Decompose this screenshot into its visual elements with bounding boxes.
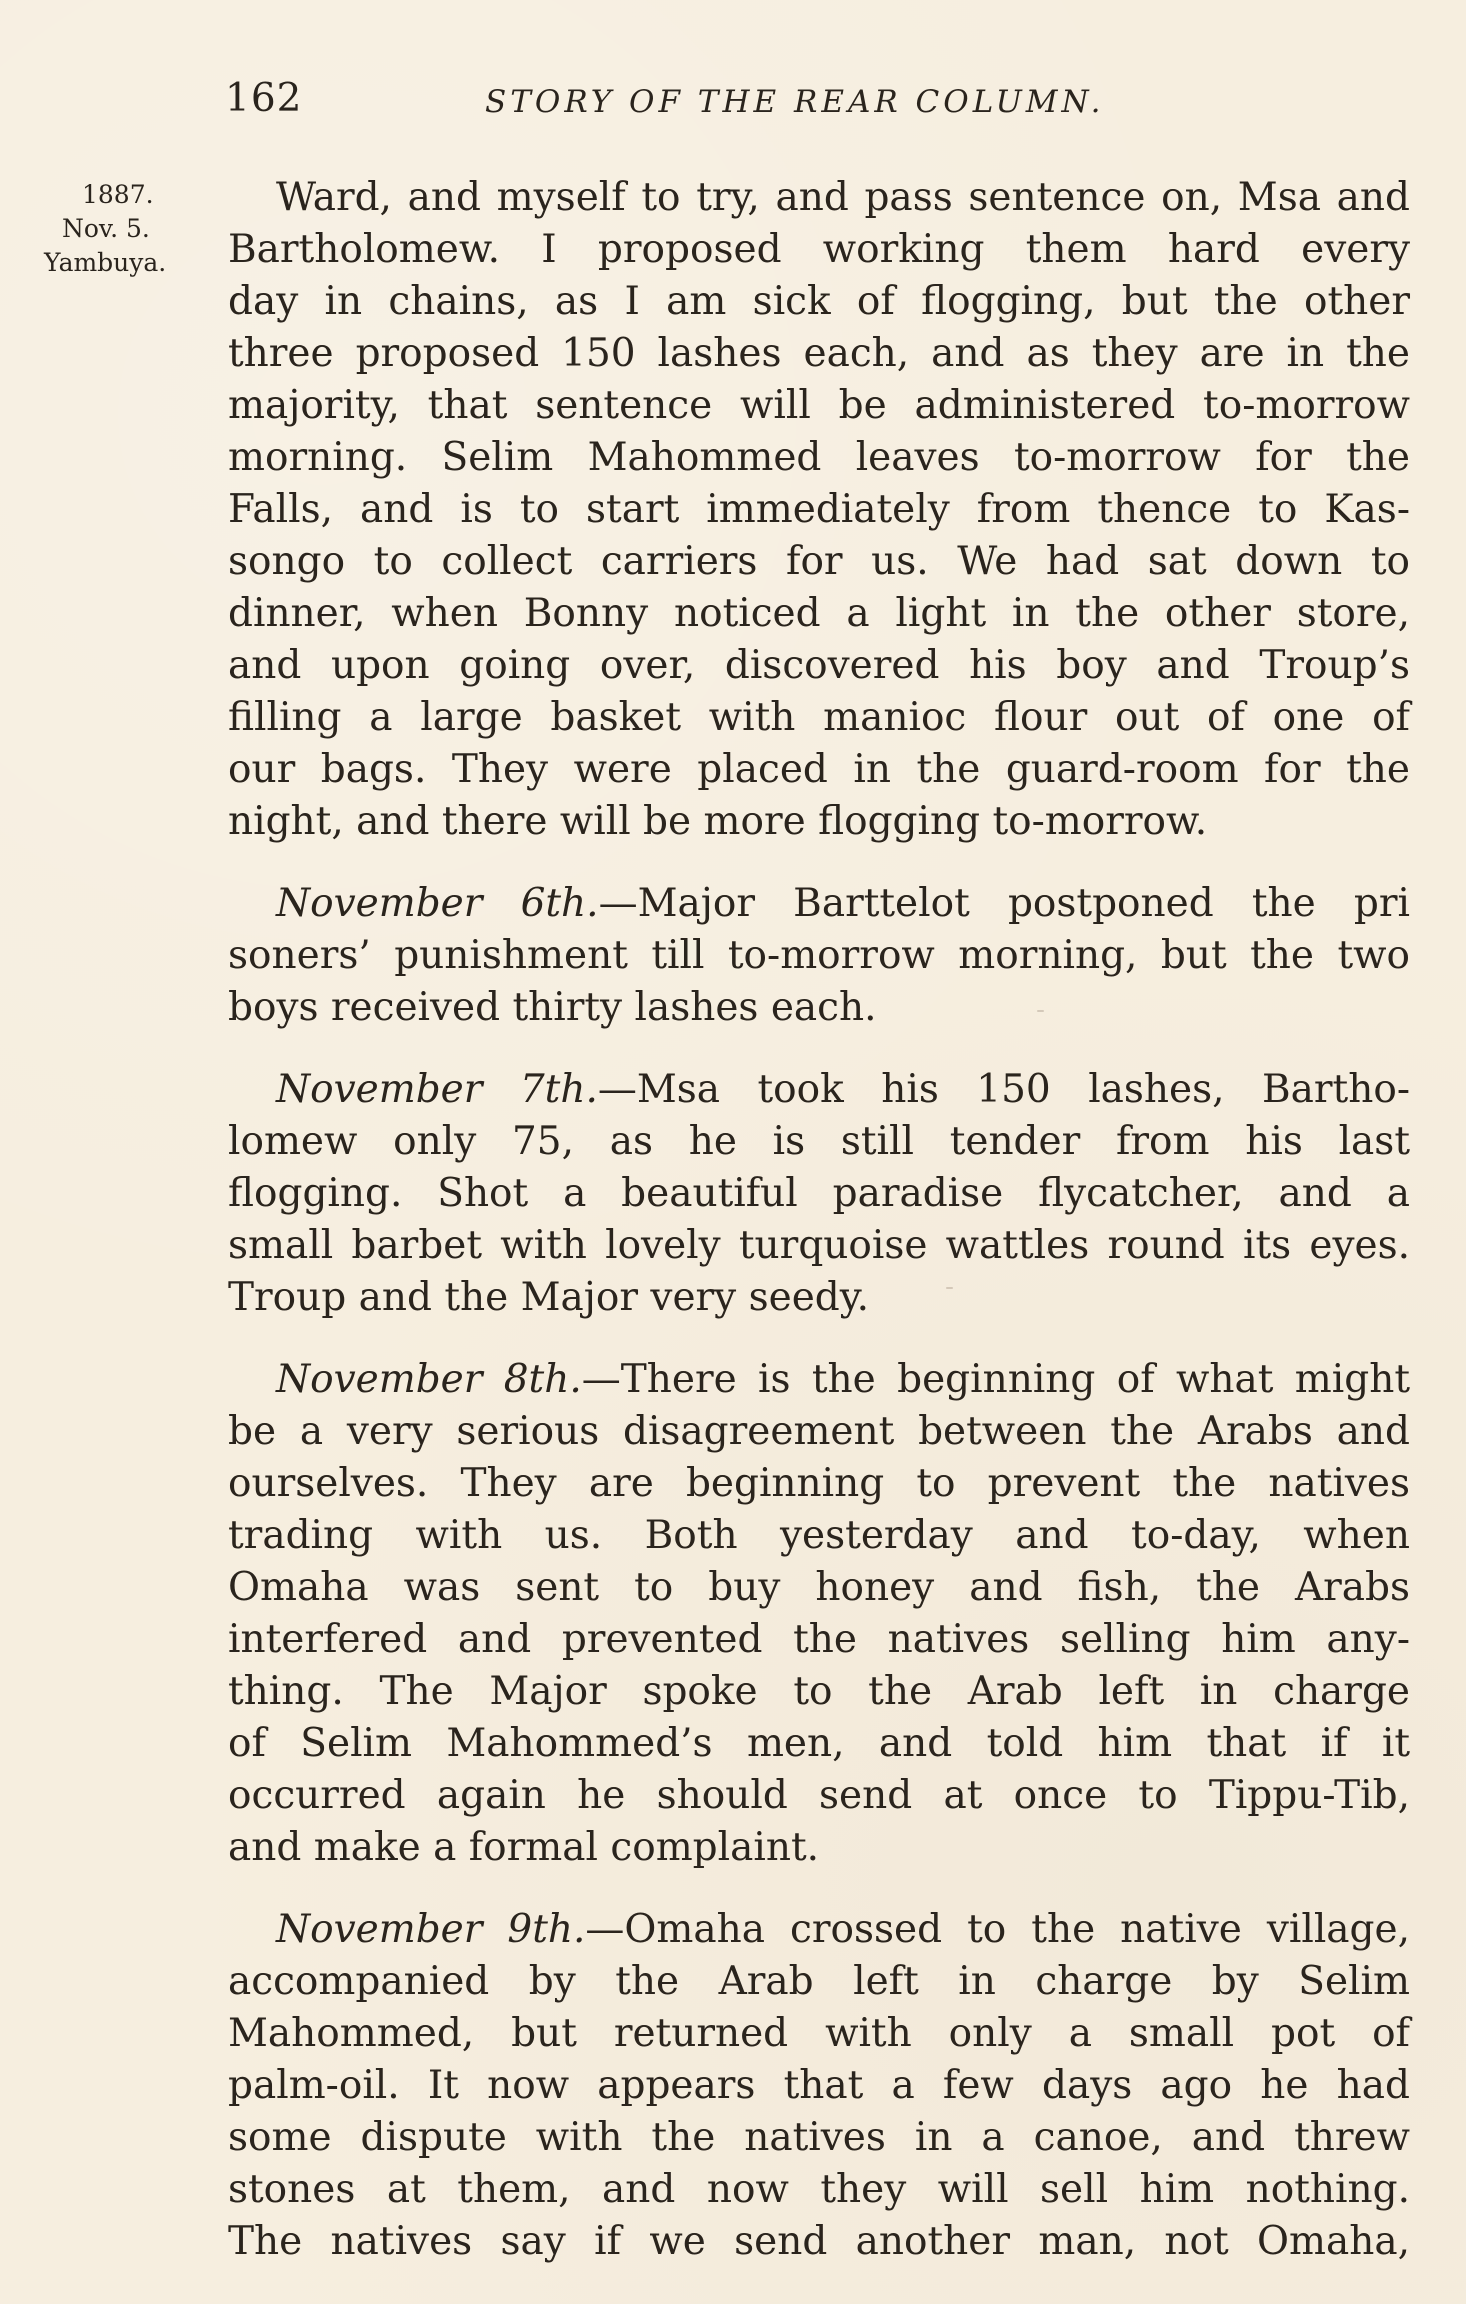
diary-entry-nov-9 xyxy=(228,1904,1410,2268)
page-number: 162 xyxy=(225,76,303,121)
text-line: and make a formal complaint. xyxy=(228,1825,820,1870)
text-line: day in chains, as I am sick of flogging, but the other xyxy=(228,279,1410,324)
text-line: Mahommed, but returned with only a small pot of xyxy=(228,2011,1410,2056)
paper-speck xyxy=(946,1287,953,1289)
text-line: Bartholomew. I proposed working them hard every xyxy=(228,227,1410,272)
text-line: small barbet with lovely turquoise wattles round its eyes. xyxy=(228,1223,1410,1268)
text-line: boys received thirty lashes each. xyxy=(228,985,877,1030)
margin-date: Nov. 5. xyxy=(62,214,150,243)
text-line: some dispute with the natives in a canoe, and threw xyxy=(228,2115,1410,2160)
margin-note xyxy=(40,178,220,280)
entry-date: November 6th. xyxy=(276,881,599,926)
text-line: night, and there will be more flogging to-morrow. xyxy=(228,799,1208,844)
entry-date: November 7th. xyxy=(276,1067,598,1112)
paragraph-continuation xyxy=(228,172,1410,848)
text-line: Ward, and myself to try, and pass sentence on, Msa and xyxy=(276,175,1410,220)
entry-first-line xyxy=(228,1064,1410,1116)
entry-date: November 8th. xyxy=(276,1357,582,1402)
text-line: stones at them, and now they will sell him nothing. xyxy=(228,2167,1410,2212)
entry-first-line xyxy=(228,878,1410,930)
text-line: occurred again he should send at once to Tippu-Tib, xyxy=(228,1773,1410,1818)
diary-entry-nov-8 xyxy=(228,1354,1410,1874)
text-line: soners’ punishment till to-morrow morning, but the two xyxy=(228,933,1410,978)
text-line: songo to collect carriers for us. We had sat down to xyxy=(228,539,1410,584)
page-header xyxy=(225,76,1225,136)
text-line: palm-oil. It now appears that a few days ago he had xyxy=(228,2063,1410,2108)
text-line: and upon going over, discovered his boy and Troup’s xyxy=(228,643,1410,688)
text-line: interfered and prevented the natives selling him any- xyxy=(228,1617,1410,1662)
text-line: filling a large basket with manioc flour out of one of xyxy=(228,695,1410,740)
entry-text: —Msa took his 150 lashes, Bartho- xyxy=(597,1067,1411,1112)
text-line: flogging. Shot a beautiful paradise flycatcher, and a xyxy=(228,1171,1410,1216)
entry-text: —Major Barttelot postponed the pri xyxy=(598,881,1410,926)
text-line: three proposed 150 lashes each, and as they are in the xyxy=(228,331,1410,376)
text-line: majority, that sentence will be administered to-morrow xyxy=(228,383,1410,428)
text-line: thing. The Major spoke to the Arab left in charge xyxy=(228,1669,1410,1714)
margin-place: Yambuya. xyxy=(44,248,167,277)
text-line: accompanied by the Arab left in charge by Selim xyxy=(228,1959,1410,2004)
text-line: dinner, when Bonny noticed a light in the other store, xyxy=(228,591,1410,636)
entry-text: —There is the beginning of what might xyxy=(581,1357,1410,1402)
text-line: ourselves. They are beginning to prevent the natives xyxy=(228,1461,1410,1506)
entry-first-line xyxy=(228,1354,1410,1406)
text-line: trading with us. Both yesterday and to-day, when xyxy=(228,1513,1410,1558)
text-line: morning. Selim Mahommed leaves to-morrow for the xyxy=(228,435,1410,480)
margin-year: 1887. xyxy=(82,180,154,209)
text-line: of Selim Mahommed’s men, and told him that if it xyxy=(228,1721,1410,1766)
entry-text: —Omaha crossed to the native village, xyxy=(585,1907,1410,1952)
running-head: STORY OF THE REAR COLUMN. xyxy=(485,84,1105,120)
text-line: The natives say if we send another man, not Omaha, xyxy=(228,2219,1410,2264)
entry-first-line xyxy=(228,1904,1410,1956)
diary-entry-nov-6 xyxy=(228,878,1410,1034)
text-line: our bags. They were placed in the guard-room for the xyxy=(228,747,1410,792)
entry-date: November 9th. xyxy=(276,1907,586,1952)
paper-speck xyxy=(1037,1010,1044,1012)
text-line: Omaha was sent to buy honey and fish, the Arabs xyxy=(228,1565,1410,1610)
text-line: be a very serious disagreement between the Arabs and xyxy=(228,1409,1410,1454)
body-text xyxy=(228,172,1410,2268)
diary-entry-nov-7 xyxy=(228,1064,1410,1324)
text-line: Falls, and is to start immediately from thence to Kas- xyxy=(228,487,1410,532)
text-line: Troup and the Major very seedy. xyxy=(228,1275,869,1320)
text-line: lomew only 75, as he is still tender from his last xyxy=(228,1119,1410,1164)
